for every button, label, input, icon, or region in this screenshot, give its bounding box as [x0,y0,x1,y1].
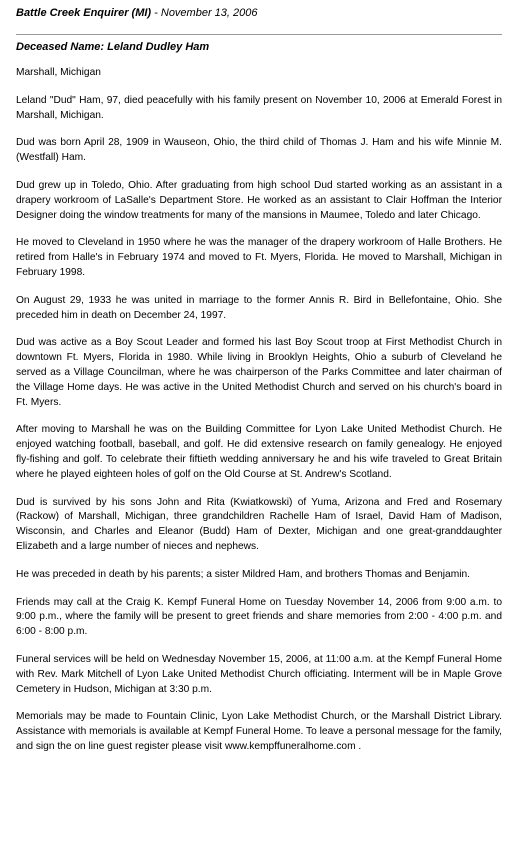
newspaper-name: Battle Creek Enquirer (MI) [16,7,152,19]
publication-date: November 13, 2006 [160,7,258,19]
obituary-paragraph: Dud was born April 28, 1909 in Wauseon, Ohio, the third child of Thomas J. Ham and his wife Minnie M. (Westfall) Ham. [16,137,502,164]
obituary-paragraph: Memorials may be made to Fountain Clinic, Lyon Lake Methodist Church, or the Marshall District Library. Assistance with memorials is available at Kempf Funeral Home. To leave a personal message for the family, and sign the on line guest register please visit www.kempffuneralhome.com . [16,711,502,752]
location-line: Marshall, Michigan [16,67,101,78]
obituary-paragraph: Leland "Dud" Ham, 97, died peacefully with his family present on November 10, 2006 at Emerald Forest in Marshall, Michigan. [16,94,502,121]
obituary-paragraph: Dud is survived by his sons John and Rita (Kwiatkowski) of Yuma, Arizona and Fred and Rosemary (Rackow) of Marshall, Michigan, three grandchildren Rachelle Ham of Israel, David Ham of Madison, Wisconsin, and Charles and Eleanor (Budd) Ham of Dexter, Michigan and one great-granddaughter Elizabeth and a large number of nieces and nephews. [16,496,502,552]
obituary-page [16,6,502,768]
header-divider [16,34,502,35]
obituary-paragraph: He moved to Cleveland in 1950 where he was the manager of the drapery workroom of Halle Brothers. He retired from Halle's in February 1974 and moved to Ft. Myers, Florida. He moved to Marshall, Michigan in February 1998. [16,237,502,278]
obituary-paragraph: He was preceded in death by his parents; a sister Mildred Ham, and brothers Thomas and Benjamin. [16,568,470,580]
obituary-paragraph: Dud was active as a Boy Scout Leader and formed his last Boy Scout troop at First Methodist Church in downtown Ft. Myers, Florida in 1980. While living in Brooklyn Heights, Ohio a suburb of Cleveland he served as a Village Councilman, where he was chairperson of the Parks Committee and later chairman of the Village Home days. He was active in the United Methodist Church and served on his church's board in Ft. Myers. [16,337,502,408]
deceased-name-heading: Deceased Name: Leland Dudley Ham [16,41,210,53]
obituary-paragraph: Friends may call at the Craig K. Kempf Funeral Home on Tuesday November 14, 2006 from 9:00 a.m. to 9:00 p.m., where the family will be present to greet friends and share memories from 2:00 - 4:00 p.m. and 6:00 - 8:00 p.m. [16,596,502,638]
obituary-paragraph: Dud grew up in Toledo, Ohio. After graduating from high school Dud started working as an assistant in a drapery workroom of LaSalle's Department Store. He worked as an assistant to Clair Hoffman the Interior Designer doing the window treatments for many of the mansions in Maumee, Toledo and later Chicago. [16,179,502,221]
source-separator: - [151,7,161,19]
obituary-paragraph: On August 29, 1933 he was united in marriage to the former Annis R. Bird in Bellefontaine, Ohio. She preceded him in death on December 24, 1997. [16,294,502,321]
source-line [16,6,502,20]
obituary-paragraph: Funeral services will be held on Wednesday November 15, 2006, at 11:00 a.m. at the Kempf Funeral Home with Rev. Mark Mitchell of Lyon Lake United Methodist Church officiating. Interment will be in Maple Grove Cemetery in Hudson, Michigan at 3:30 p.m. [16,653,502,695]
obituary-paragraph: After moving to Marshall he was on the Building Committee for Lyon Lake United Methodist Church. He enjoyed watching football, baseball, and golf. He did extensive research on family genealogy. He enjoyed fly-fishing and golf. To celebrate their fiftieth wedding anniversary he and his wife traveled to Great Britain where he played eighteen holes of golf on the Old Course at St. Andrew's Scotland. [16,424,502,480]
